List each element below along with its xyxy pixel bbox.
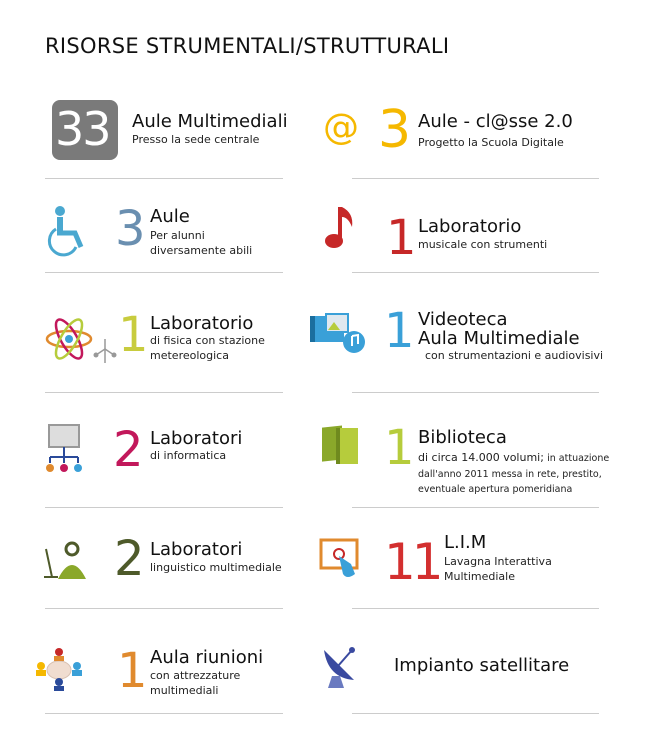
divider <box>352 507 599 508</box>
item-subtitle-detail: in attuazione dall'anno 2011 messa in rete, prestito, eventuale apertura pomeridiana <box>418 453 610 495</box>
item-subtitle: con strumentazioni e audiovisivi <box>425 349 604 362</box>
item-subtitle: Presso la sede centrale <box>132 133 260 146</box>
divider <box>352 392 599 393</box>
item-number: 1 <box>384 303 415 359</box>
page-title: RISORSE STRUMENTALI/STRUTTURALI <box>45 34 450 58</box>
item-heading: Aula riunioni <box>150 647 264 668</box>
item-number: 1 <box>117 643 148 699</box>
item-heading: Laboratorio <box>150 313 254 334</box>
item-heading: Videoteca <box>418 309 508 330</box>
item-subtitle: con attrezzature multimediali <box>150 669 241 697</box>
item-number: 2 <box>114 531 145 587</box>
language-lab-icon <box>42 539 88 581</box>
divider <box>352 178 599 179</box>
item-number: 1 <box>384 420 415 476</box>
item-heading: Impianto satellitare <box>394 655 570 676</box>
music-note-icon <box>324 205 358 251</box>
item-number: 3 <box>378 100 412 160</box>
item-heading: Biblioteca <box>418 427 507 448</box>
weather-station-icon <box>93 337 117 365</box>
video-library-icon <box>308 312 368 354</box>
meeting-icon <box>35 646 83 692</box>
item-heading: Laboratori <box>150 539 243 560</box>
item-number: 33 <box>55 102 110 156</box>
item-heading-secondary: Aula Multimediale <box>418 328 580 349</box>
item-heading: Aule <box>150 206 190 227</box>
computer-network-icon <box>45 423 83 477</box>
interactive-whiteboard-icon <box>319 536 361 582</box>
item-subtitle: di informatica <box>150 449 227 462</box>
item-subtitle <box>418 450 628 497</box>
item-heading: Laboratorio <box>418 216 522 237</box>
item-subtitle: musicale con strumenti <box>418 238 548 251</box>
atom-icon <box>44 316 94 362</box>
item-number: 1 <box>386 210 417 266</box>
divider <box>45 178 283 179</box>
item-subtitle: Per alunni diversamente abili <box>150 229 253 257</box>
divider <box>352 608 599 609</box>
item-subtitle: Lavagna Interattiva Multimediale <box>444 555 552 583</box>
divider <box>45 272 283 273</box>
item-heading: L.I.M <box>444 532 487 553</box>
books-icon <box>318 420 362 468</box>
item-subtitle: linguistico multimediale <box>150 561 282 574</box>
at-sign-icon: @ <box>323 107 359 148</box>
divider <box>45 713 283 714</box>
item-number: 2 <box>113 422 144 478</box>
item-number: 3 <box>115 201 146 257</box>
item-heading: Aule Multimediali <box>132 111 288 132</box>
divider <box>352 272 599 273</box>
item-subtitle: Progetto la Scuola Digitale <box>418 136 564 149</box>
item-number: 1 <box>118 307 149 363</box>
item-number: 11 <box>384 533 440 591</box>
divider <box>45 507 283 508</box>
divider <box>352 713 599 714</box>
item-subtitle: di fisica con stazione metereologica <box>150 334 265 362</box>
item-heading: Aule - cl@sse 2.0 <box>418 111 573 132</box>
item-subtitle-main: di circa 14.000 volumi; <box>418 451 544 464</box>
item-heading: Laboratori <box>150 428 243 449</box>
divider <box>45 392 283 393</box>
wheelchair-icon <box>46 205 88 257</box>
satellite-dish-icon <box>318 642 360 690</box>
divider <box>45 608 283 609</box>
